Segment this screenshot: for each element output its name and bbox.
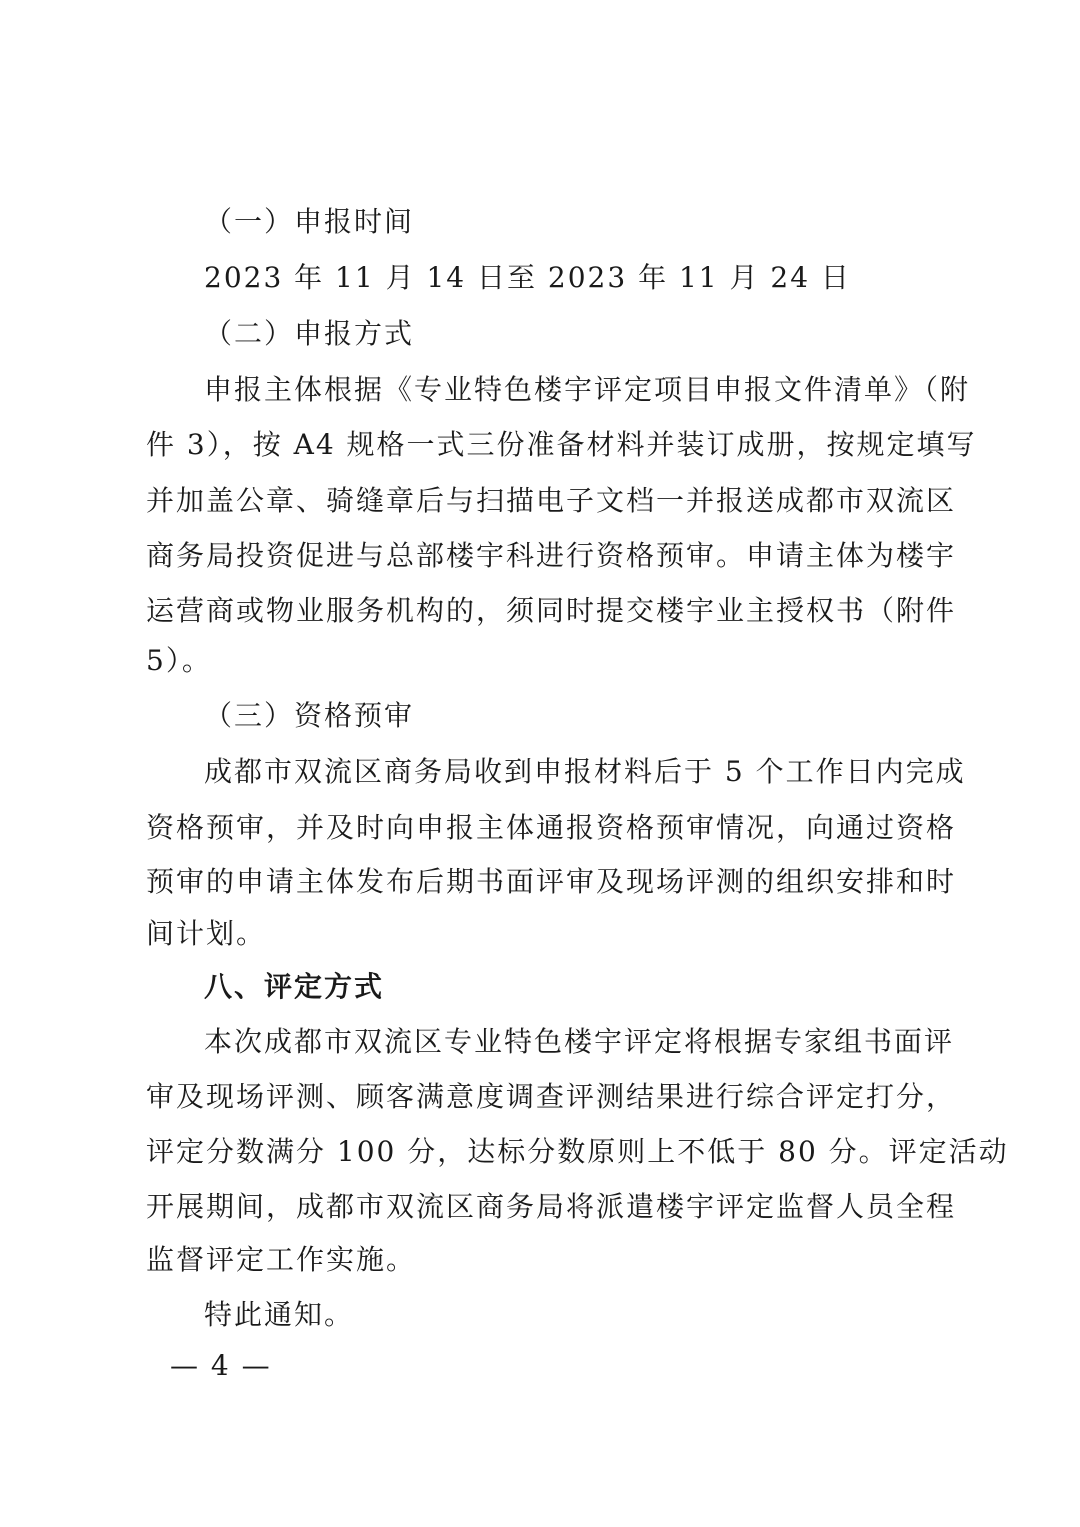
- section-8-line: 本次成都市双流区专业特色楼宇评定将根据专家组书面评: [204, 1025, 955, 1058]
- section-1-heading: （一）申报时间: [204, 205, 415, 238]
- section-2-line: 5）。: [146, 644, 212, 677]
- section-2-line: 运营商或物业服务机构的，须同时提交楼宇业主授权书（附件: [146, 594, 957, 627]
- section-3-heading: （三）资格预审: [204, 699, 415, 732]
- section-8-line: 审及现场评测、顾客满意度调查评测结果进行综合评定打分，: [146, 1080, 957, 1113]
- section-3-line: 预审的申请主体发布后期书面评审及现场评测的组织安排和时: [146, 865, 957, 898]
- section-3-line: 资格预审，并及时向申报主体通报资格预审情况，向通过资格: [146, 811, 957, 844]
- section-8-line: 监督评定工作实施。: [146, 1243, 417, 1276]
- section-3-line: 间计划。: [146, 917, 267, 950]
- closing-text: 特此通知。: [204, 1298, 355, 1331]
- section-8-line: 开展期间，成都市双流区商务局将派遣楼宇评定监督人员全程: [146, 1190, 957, 1223]
- section-2-line: 申报主体根据《专业特色楼宇评定项目申报文件清单》（附: [204, 373, 971, 406]
- section-8-heading: 八、评定方式: [204, 970, 385, 1003]
- section-2-line: 并加盖公章、骑缝章后与扫描电子文档一并报送成都市双流区: [146, 484, 957, 517]
- section-2-heading: （二）申报方式: [204, 317, 415, 350]
- section-2-line: 件 3），按 A4 规格一式三份准备材料并装订成册，按规定填写: [146, 428, 977, 461]
- page-number: — 4 —: [170, 1349, 272, 1382]
- section-2-line: 商务局投资促进与总部楼宇科进行资格预审。申请主体为楼宇: [146, 539, 957, 572]
- section-3-line: 成都市双流区商务局收到申报材料后于 5 个工作日内完成: [204, 755, 966, 788]
- section-1-text: 2023 年 11 月 14 日至 2023 年 11 月 24 日: [204, 261, 851, 294]
- section-8-line: 评定分数满分 100 分，达标分数原则上不低于 80 分。评定活动: [146, 1135, 1009, 1168]
